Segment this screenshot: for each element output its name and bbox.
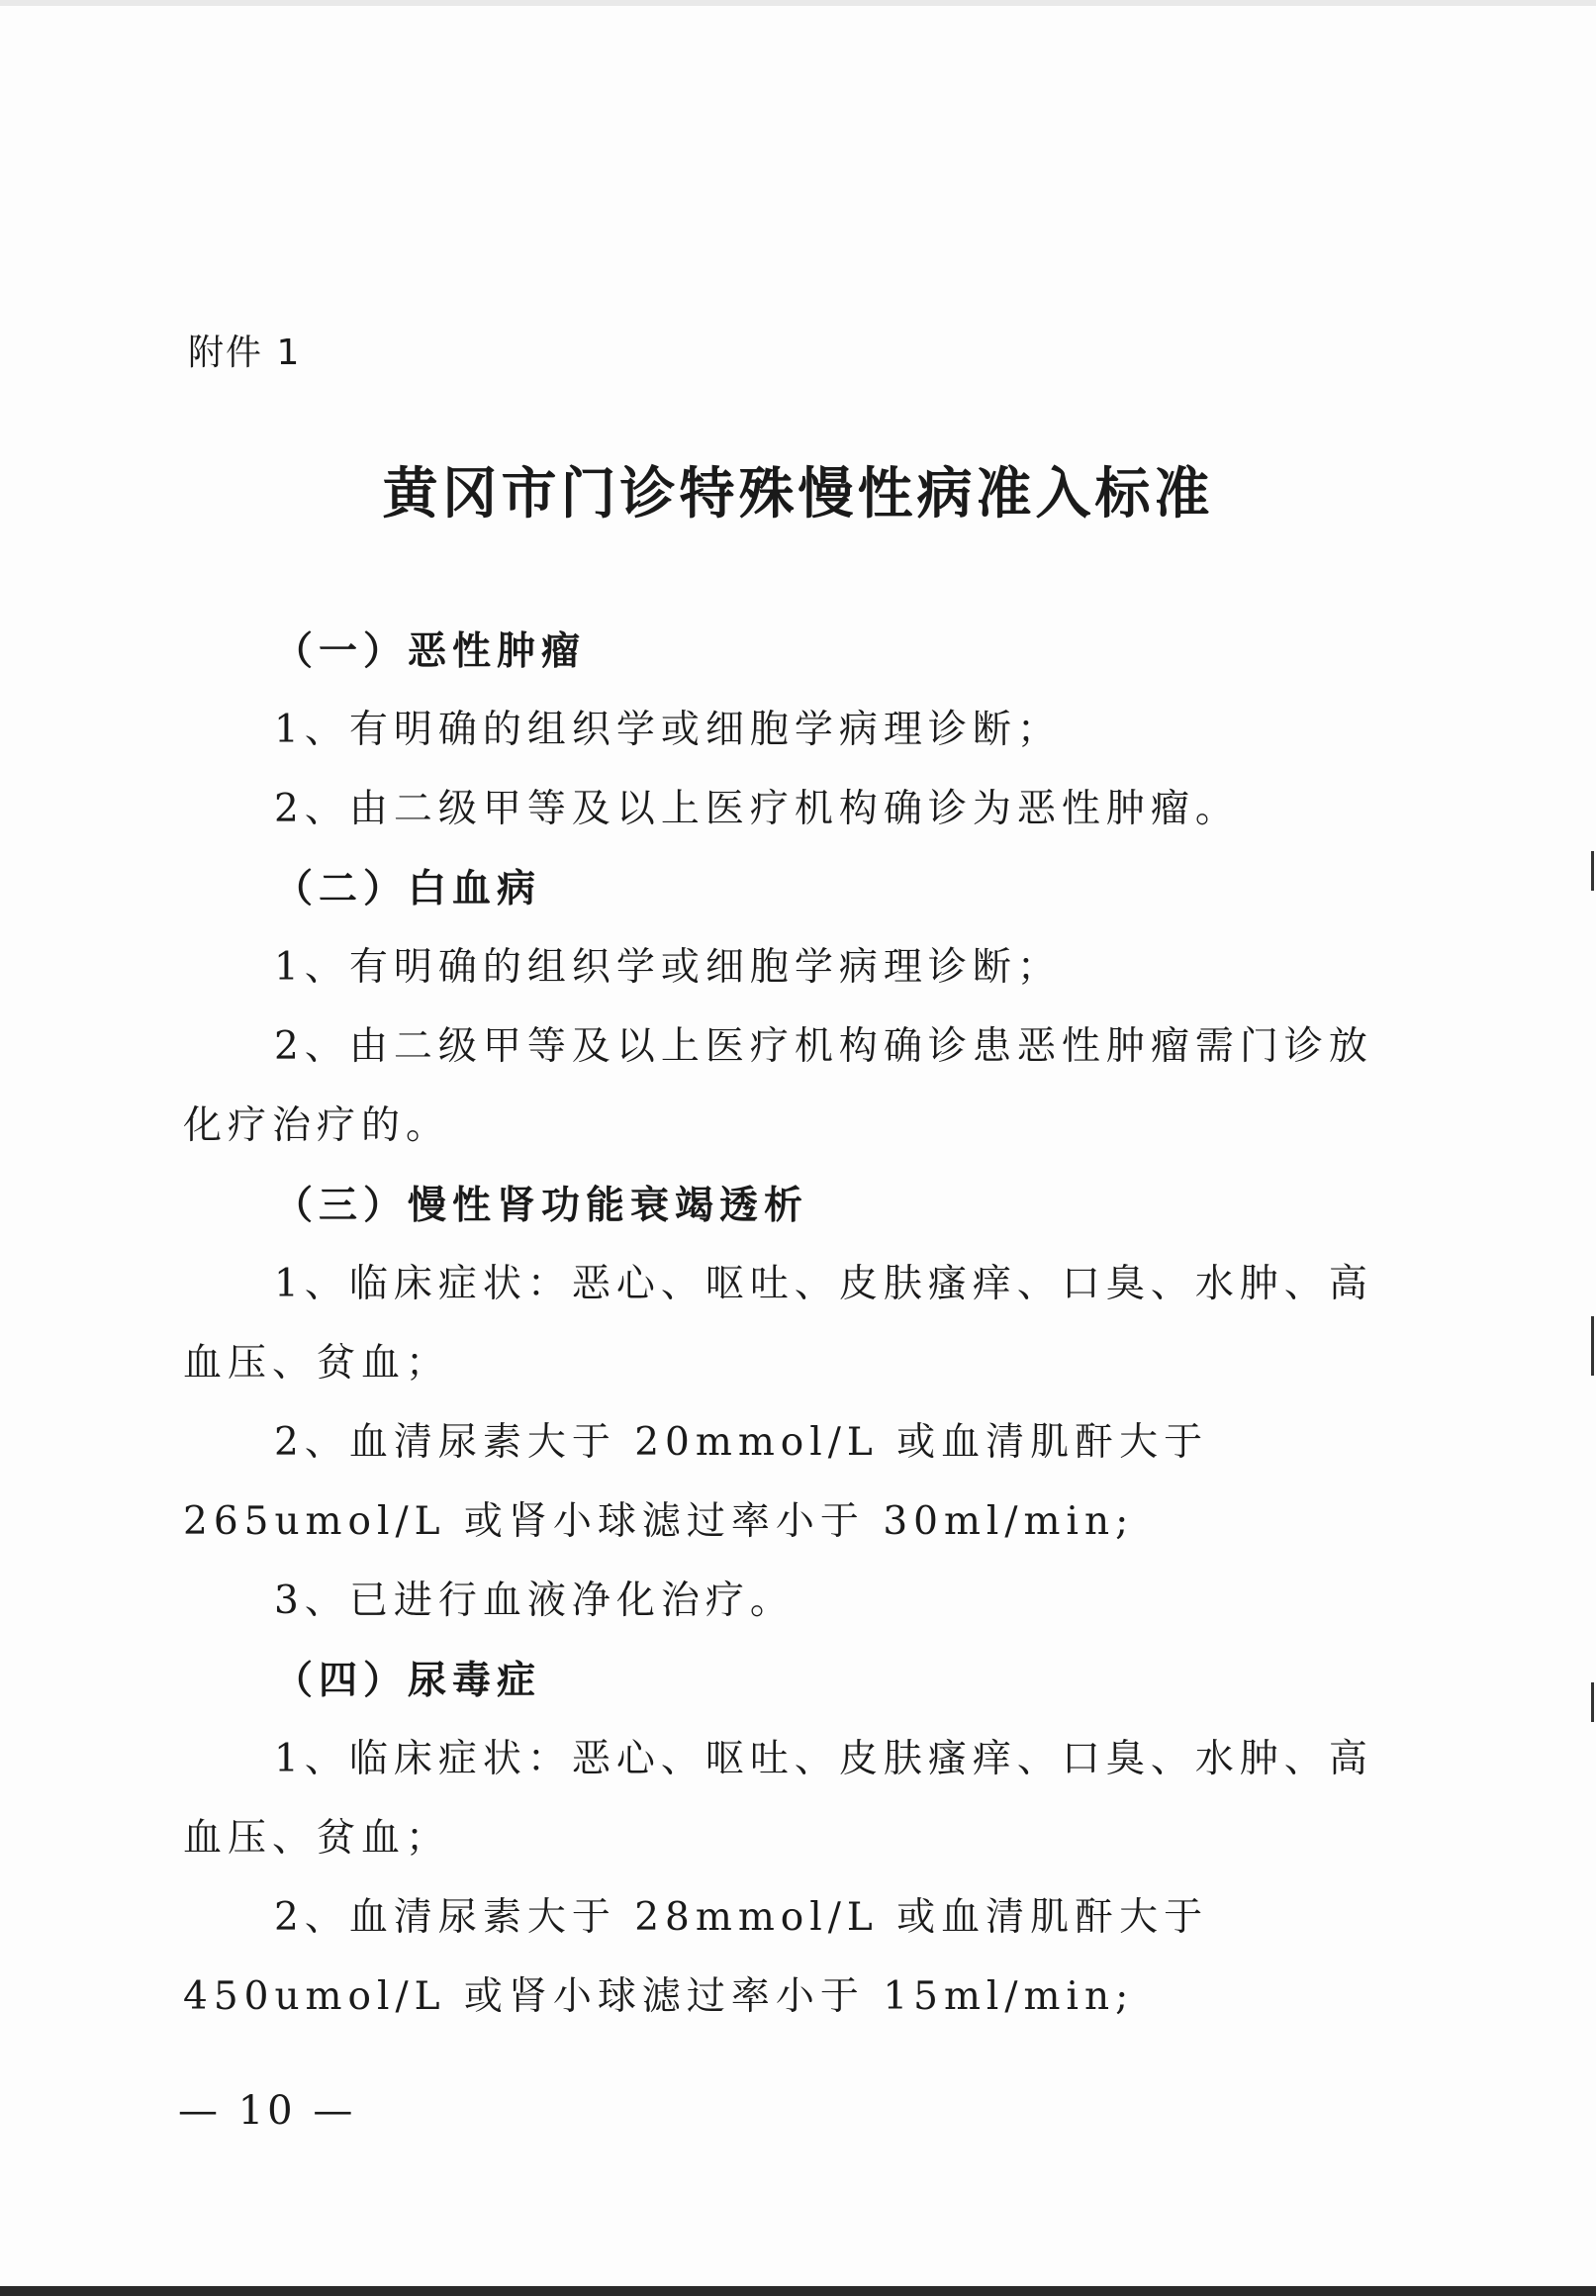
- document-title: 黄冈市门诊特殊慢性病准入标准: [382, 461, 1214, 526]
- document-body: [183, 612, 1385, 2037]
- section-heading: （二）白血病: [274, 866, 542, 911]
- section-item: 1、临床症状：恶心、呕吐、皮肤瘙痒、口臭、水肿、高血压、贫血；: [183, 1737, 1373, 1861]
- scan-edge-top: [0, 0, 1596, 6]
- section-heading: （三）慢性肾功能衰竭透析: [274, 1183, 809, 1228]
- section-item: 2、由二级甲等及以上医疗机构确诊患恶性肿瘤需门诊放化疗治疗的。: [183, 1024, 1373, 1148]
- section-item: 1、临床症状：恶心、呕吐、皮肤瘙痒、口臭、水肿、高血压、贫血；: [183, 1262, 1373, 1386]
- section-heading: （一）恶性肿瘤: [274, 628, 587, 674]
- scan-edge-mark: [1591, 1316, 1594, 1376]
- section-item: 2、由二级甲等及以上医疗机构确诊为恶性肿瘤。: [274, 787, 1240, 831]
- section-heading: （四）尿毒症: [274, 1658, 542, 1703]
- page-number: — 10 —: [178, 2088, 357, 2134]
- section-item: 2、血清尿素大于 20mmol/L 或血清肌酐大于 265umol/L 或肾小球滤过率小于 30ml/min;: [183, 1420, 1209, 1544]
- section-item: 3、已进行血液净化治疗。: [274, 1578, 795, 1623]
- section-item: 2、血清尿素大于 28mmol/L 或血清肌酐大于 450umol/L 或肾小球滤过率小于 15ml/min;: [183, 1895, 1209, 2019]
- scan-edge-mark: [1591, 851, 1594, 891]
- attachment-label: 附件 1: [188, 333, 302, 373]
- section-item: 1、有明确的组织学或细胞学病理诊断；: [274, 708, 1062, 752]
- section-item: 1、有明确的组织学或细胞学病理诊断；: [274, 945, 1062, 990]
- scan-edge-mark: [1591, 1682, 1594, 1722]
- scan-edge-bottom: [0, 2286, 1596, 2296]
